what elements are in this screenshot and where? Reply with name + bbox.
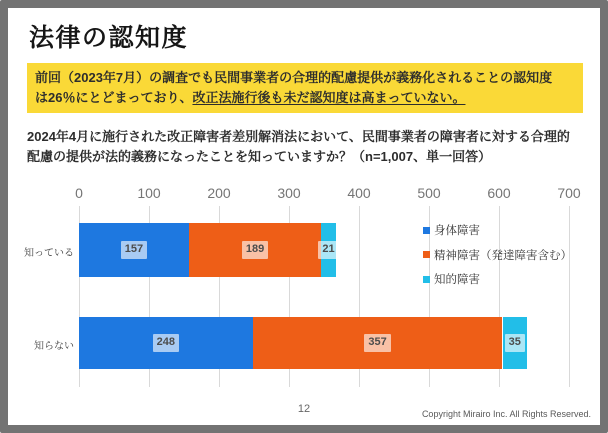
bar-value-label: 189	[242, 241, 268, 258]
bar-segment	[79, 317, 253, 369]
bar-segment	[253, 317, 503, 369]
legend-swatch	[423, 251, 430, 258]
highlight-callout	[27, 63, 583, 113]
gridline	[569, 206, 570, 387]
bar-value-label: 21	[318, 241, 338, 258]
legend-swatch	[423, 276, 430, 283]
legend-item	[423, 247, 572, 263]
category-label: 知らない	[34, 341, 74, 352]
x-axis-tick-label: 200	[207, 185, 231, 201]
category-label: 知っている	[24, 248, 74, 259]
x-axis-tick-label: 100	[137, 185, 161, 201]
bar-value-label: 157	[121, 241, 147, 258]
x-axis-tick-label: 400	[347, 185, 371, 201]
bar-value-label: 357	[364, 334, 390, 351]
x-axis-tick-label: 300	[277, 185, 301, 201]
bar-segment	[79, 223, 189, 277]
page-number: 12	[297, 403, 311, 415]
bar-segment	[321, 223, 336, 277]
stacked-bar-chart	[8, 182, 600, 398]
highlight-text: 前回（2023年7月）の調査でも民間事業者の合理的配慮提供が義務化されることの認知度は26％にとどまっており、	[35, 70, 553, 105]
x-axis-tick-label: 500	[417, 185, 441, 201]
bar-value-label: 248	[153, 334, 179, 351]
legend-item	[423, 271, 480, 287]
bar-value-label: 35	[505, 334, 525, 351]
x-axis-tick-label: 600	[487, 185, 511, 201]
slide-content	[8, 8, 600, 425]
x-axis-tick-label: 700	[557, 185, 581, 201]
legend-label: 知的障害	[434, 274, 480, 287]
legend-label: 身体障害	[434, 225, 480, 237]
highlight-text-underlined: 改正法施行後も未だ認知度は高まっていない。	[192, 89, 466, 105]
x-axis-tick-label: 0	[75, 185, 83, 201]
legend-swatch	[423, 227, 430, 234]
legend-item	[423, 222, 480, 238]
legend-label: 精神障害（発達障害含む）	[434, 249, 572, 262]
page-title: 法律の認知度	[29, 24, 189, 52]
copyright-text: Copyright Mirairo Inc. All Rights Reserved.	[421, 409, 591, 419]
bar-segment	[189, 223, 321, 277]
survey-question: 2024年4月に施行された改正障害者差別解消法において、民間事業者の障害者に対する合理的配慮の提供が法的義務になったことを知っていますか？（n=1,007、単一回答）	[27, 129, 570, 164]
bar-segment	[503, 317, 528, 369]
